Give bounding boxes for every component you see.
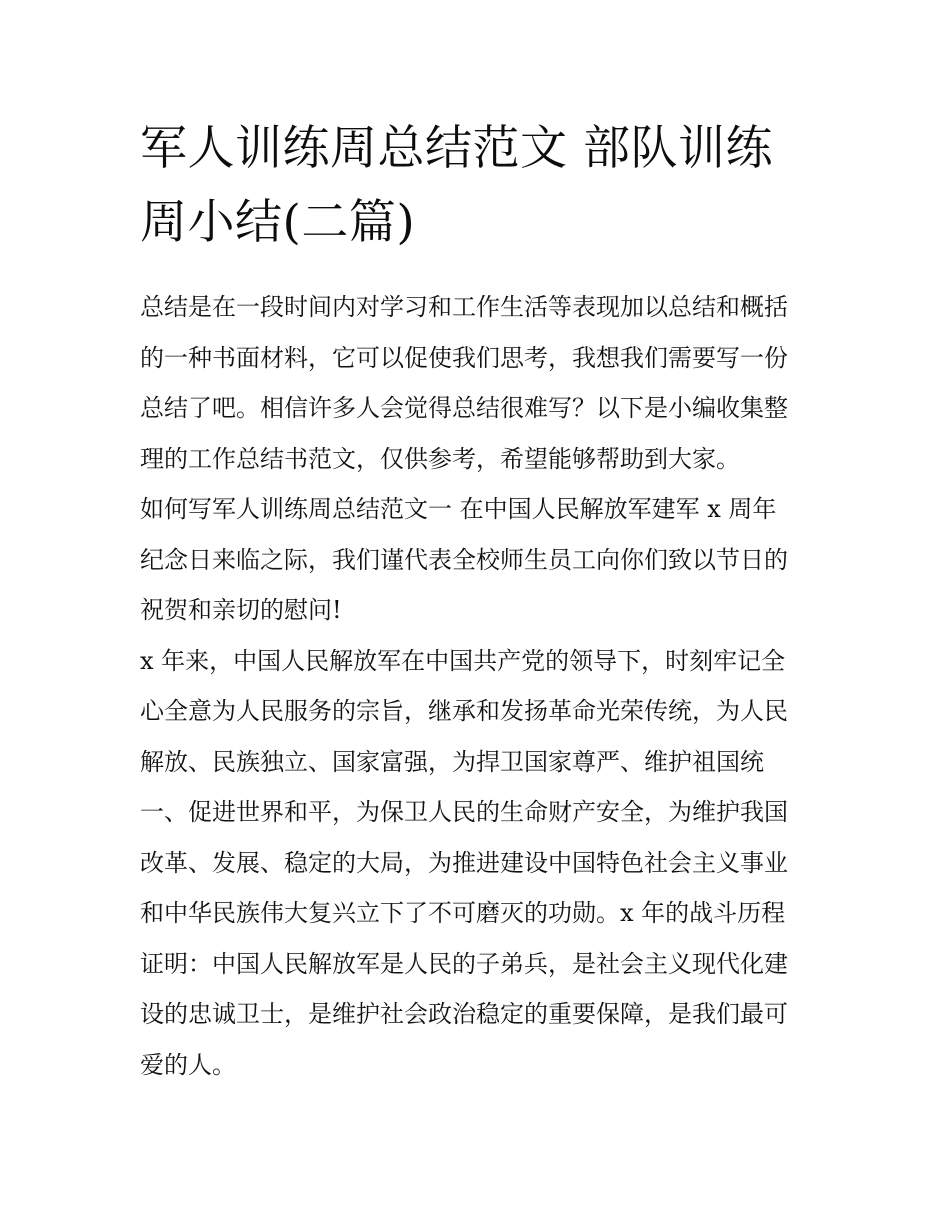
text-line: 一、促进世界和平，为保卫人民的生命财产安全，为维护我国 bbox=[140, 798, 788, 826]
document-title bbox=[140, 112, 820, 260]
text-line: 改革、发展、稳定的大局，为推进建设中国特色社会主义事业 bbox=[140, 848, 788, 877]
text-line: 理的工作总结书范文，仅供参考，希望能够帮助到大家。 bbox=[140, 444, 740, 473]
text-line: 祝贺和亲切的慰问! bbox=[140, 596, 342, 624]
title-line-2: 周小结(二篇) bbox=[140, 195, 416, 250]
text-line: 爱的人。 bbox=[140, 1050, 236, 1079]
paragraph-pla-history bbox=[140, 636, 820, 1091]
text-line: 解放、民族独立、国家富强，为捍卫国家尊严、维护祖国统 bbox=[140, 747, 764, 776]
text-line: 总结了吧。相信许多人会觉得总结很难写？以下是小编收集整 bbox=[140, 394, 788, 422]
paragraph-intro bbox=[140, 282, 820, 484]
text-line: 总结是在一段时间内对学习和工作生活等表现加以总结和概括 bbox=[140, 293, 788, 321]
text-line: 的一种书面材料，它可以促使我们思考，我想我们需要写一份 bbox=[140, 343, 788, 372]
title-line-1: 军人训练周总结范文 部队训练 bbox=[140, 121, 773, 176]
text-line: 如何写军人训练周总结范文一 在中国人民解放军建军 x 周年 bbox=[140, 495, 777, 523]
text-line: 证明：中国人民解放军是人民的子弟兵，是社会主义现代化建 bbox=[140, 949, 788, 978]
text-line: 和中华民族伟大复兴立下了不可磨灭的功勋。x 年的战斗历程 bbox=[140, 899, 786, 927]
text-line: 纪念日来临之际，我们谨代表全校师生员工向你们致以节日的 bbox=[140, 545, 788, 574]
text-line: 心全意为人民服务的宗旨，继承和发扬革命光荣传统，为人民 bbox=[140, 697, 788, 725]
document-body bbox=[140, 282, 820, 1090]
paragraph-section-one-intro bbox=[140, 484, 820, 636]
text-line: 设的忠诚卫士，是维护社会政治稳定的重要保障，是我们最可 bbox=[140, 1000, 788, 1028]
text-line: x 年来，中国人民解放军在中国共产党的领导下，时刻牢记全 bbox=[140, 646, 786, 675]
